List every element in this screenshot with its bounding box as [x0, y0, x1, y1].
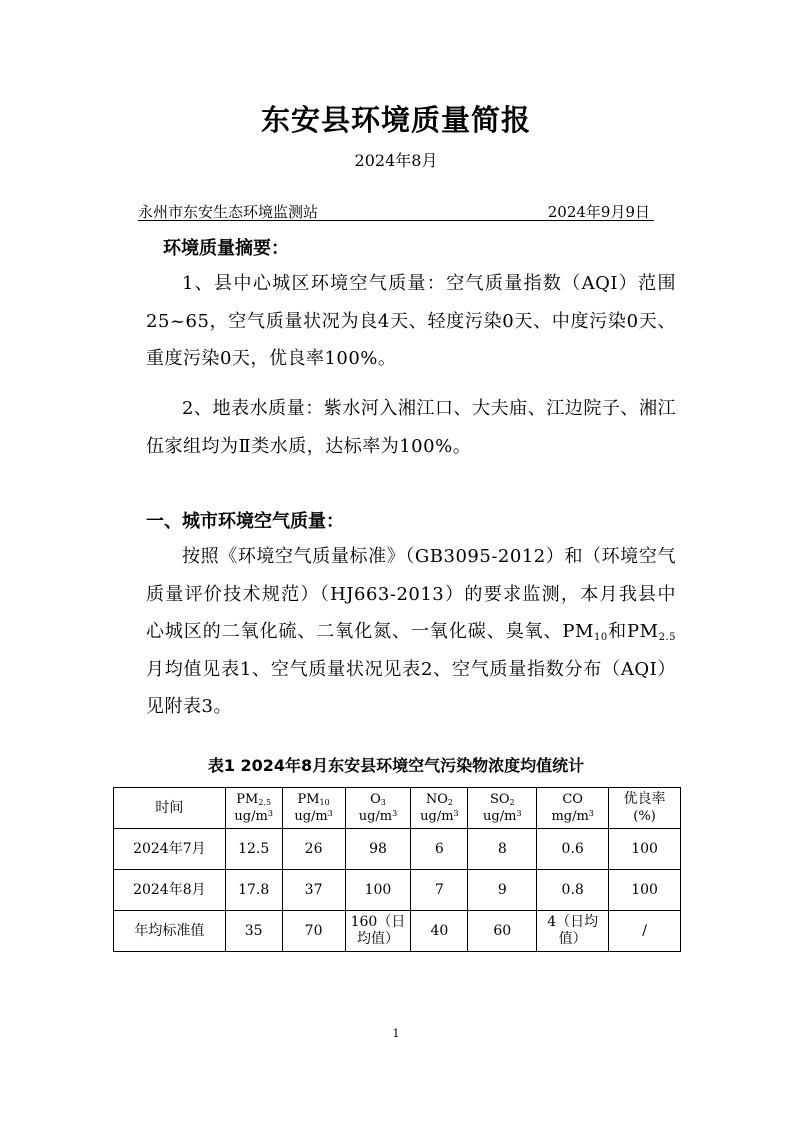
cell-o3: 98 [345, 829, 411, 870]
table-row [114, 870, 681, 911]
header-rate: 优良率 (%) [609, 788, 681, 829]
header-pm25: $PM_{2.5}$ $ug/m^3$ [225, 788, 282, 829]
cell-so2: 8 [468, 829, 537, 870]
header-so2: $SO_2$ $ug/m^3$ [468, 788, 537, 829]
pollutant-table [113, 787, 681, 952]
pm25-subscript: 2.5 [658, 632, 676, 643]
issue-date: 2024年9月9日 [547, 203, 650, 221]
cell-o3: 160（日均值） [345, 911, 411, 952]
header-co: CO $mg/m^3$ [537, 788, 609, 829]
document-title: 东安县环境质量简报 [260, 103, 531, 137]
table1-caption: 表1 2024年8月东安县环境空气污染物浓度均值统计 [207, 756, 585, 775]
cell-so2: 60 [468, 911, 537, 952]
page-number: 1 [392, 1027, 400, 1040]
summary-item-air: 1、县中心城区环境空气质量：空气质量指数（AQI）范围25~65，空气质量状况为良4天、轻度污染0天、中度污染0天、重度污染0天，优良率100%。 [146, 273, 676, 369]
cell-so2: 9 [468, 870, 537, 911]
cell-time: 2024年8月 [114, 870, 226, 911]
cell-pm10: 26 [282, 829, 345, 870]
cell-pm25: 35 [225, 911, 282, 952]
cell-no2: 6 [411, 829, 468, 870]
header-time: 时间 [114, 788, 226, 829]
cell-rate: / [609, 911, 681, 952]
header-pm10: $PM_{10}$ $ug/m^3$ [282, 788, 345, 829]
section1-paragraph [146, 538, 676, 726]
cell-co: 4（日均值） [537, 911, 609, 952]
cell-o3: 100 [345, 870, 411, 911]
summary-item-water: 2、地表水质量：紫水河入湘江口、大夫庙、江边院子、湘江伍家组均为Ⅱ类水质，达标率为100%。 [146, 398, 676, 457]
report-header-line [138, 200, 654, 221]
cell-pm10: 37 [282, 870, 345, 911]
cell-co: 0.6 [537, 829, 609, 870]
table-header-row [114, 788, 681, 829]
pm10-subscript: 10 [593, 632, 608, 643]
section1-text-c: 月均值见表1、空气质量状况见表2、空气质量指数分布（AQI）见附表3。 [146, 658, 676, 717]
cell-co: 0.8 [537, 870, 609, 911]
summary-heading: 环境质量摘要： [163, 238, 289, 259]
table-row [114, 829, 681, 870]
section1-text-a: 按照《环境空气质量标准》（GB3095-2012）和（环境空气质量评价技术规范）（HJ663-2013）的要求监测，本月我县中心城区的二氧化硫、二氧化氮、一氧化碳、臭氧、PM [146, 546, 676, 642]
table-row [114, 911, 681, 952]
section1-text-b: 和PM [607, 621, 659, 642]
cell-pm25: 17.8 [225, 870, 282, 911]
report-month: 2024年8月 [354, 151, 438, 170]
issuing-organization: 永州市东安生态环境监测站 [138, 203, 319, 221]
cell-no2: 40 [411, 911, 468, 952]
header-no2: $NO_2$ $ug/m^3$ [411, 788, 468, 829]
cell-time: 年均标准值 [114, 911, 226, 952]
cell-no2: 7 [411, 870, 468, 911]
cell-time: 2024年7月 [114, 829, 226, 870]
cell-rate: 100 [609, 829, 681, 870]
header-o3: $O_3$ $ug/m^3$ [345, 788, 411, 829]
cell-pm10: 70 [282, 911, 345, 952]
section1-heading: 一、城市环境空气质量： [146, 511, 344, 532]
cell-rate: 100 [609, 870, 681, 911]
cell-pm25: 12.5 [225, 829, 282, 870]
